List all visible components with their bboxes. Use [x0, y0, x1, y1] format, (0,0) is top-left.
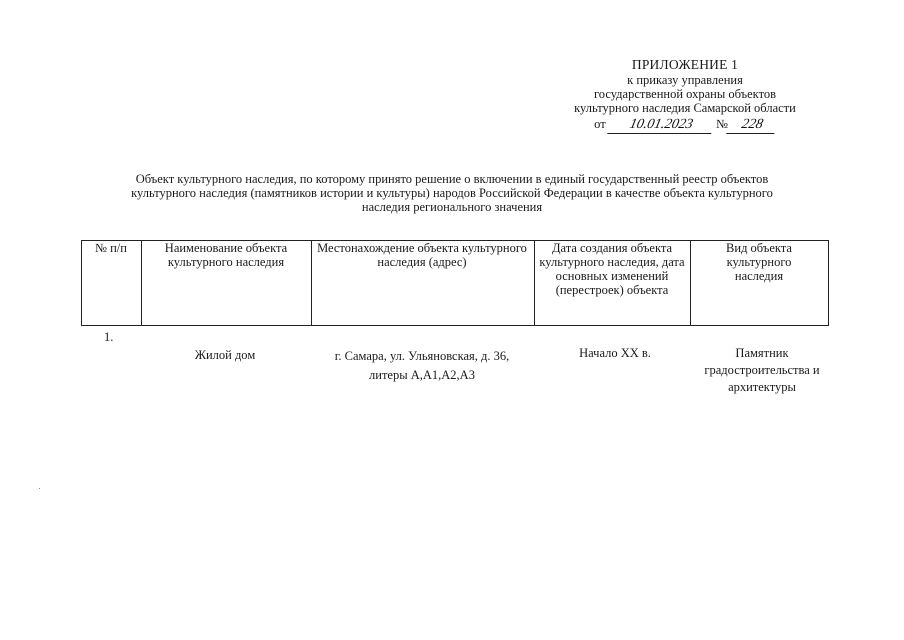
appendix-header — [555, 56, 815, 134]
statement-line-3: наследия регионального значения — [361, 200, 543, 214]
appendix-line-1: к приказу управления — [627, 73, 743, 87]
table-divider — [141, 240, 142, 326]
header-number: № п/п — [95, 241, 127, 255]
table-bottom-border — [81, 325, 829, 326]
cell-address: г. Самара, ул. Ульяновская, д. 36, литеры А,А1,А2,А3 — [334, 349, 510, 382]
handwritten-date: 10.01.2023 — [607, 117, 715, 134]
row-number: 1. — [104, 330, 114, 344]
appendix-line-3: культурного наследия Самарской области — [574, 101, 796, 115]
statement-line-2: культурного наследия (памятников истории и культуры) народов Российской Федерации в качестве объекта культурного — [131, 186, 773, 200]
table-divider — [81, 240, 82, 326]
statement-text — [60, 172, 844, 214]
statement-line-1: Объект культурного наследия, по которому принято решение о включении в единый государственный реестр объектов — [135, 172, 769, 186]
cell-date: Начало XX в. — [579, 346, 651, 360]
appendix-line-2: государственной охраны объектов — [593, 87, 777, 101]
header-date: Дата создания объекта культурного наследия, дата основных изменений (перестроек) объекта — [539, 241, 685, 297]
scan-speck — [39, 488, 40, 489]
header-name: Наименование объекта культурного наследия — [164, 241, 288, 269]
order-date-number — [555, 116, 815, 134]
table-divider — [311, 240, 312, 326]
cell-type: Памятник градостроительства и архитектуры — [704, 346, 820, 394]
header-address: Местонахождение объекта культурного наследия (адрес) — [317, 241, 527, 269]
handwritten-number: 228 — [726, 117, 778, 134]
header-type: Вид объекта культурного наследия — [726, 241, 792, 283]
appendix-title: ПРИЛОЖЕНИЕ 1 — [631, 57, 739, 72]
date-prefix: от — [594, 117, 606, 131]
table-divider — [828, 240, 829, 326]
table-divider — [690, 240, 691, 326]
heritage-table-header — [81, 240, 829, 326]
table-divider — [534, 240, 535, 326]
cell-name: Жилой дом — [194, 348, 256, 362]
number-prefix: № — [715, 117, 728, 131]
